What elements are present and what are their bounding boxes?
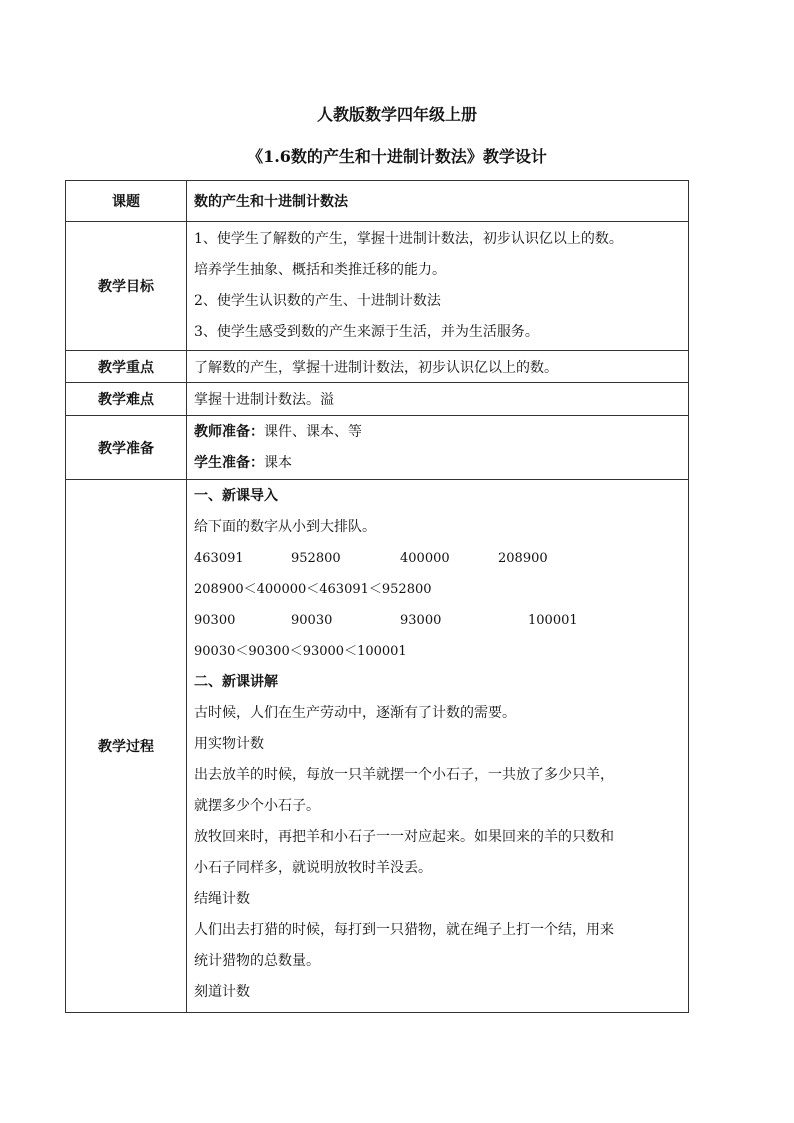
row-process <box>66 480 689 1013</box>
number-item: 952800 <box>291 551 341 566</box>
section-heading: 二、新课讲解 <box>194 674 278 690</box>
process-paragraph: 人们出去打猎的时候，每打到一只猎物，就在绳子上打一个结，用来 <box>194 922 614 938</box>
process-paragraph: 统计猎物的总数量。 <box>194 953 320 969</box>
document-title: 人教版数学四年级上册 <box>316 105 477 124</box>
row-difficulty <box>66 383 689 416</box>
row-goals <box>66 222 689 351</box>
lesson-plan-table <box>65 180 689 1013</box>
number-item: 93000 <box>400 613 442 628</box>
process-label: 教学过程 <box>66 480 187 1013</box>
goals-label: 教学目标 <box>66 222 187 351</box>
goal-line: 2、使学生认识数的产生、十进制计数法 <box>194 293 441 309</box>
topic-label: 课题 <box>66 181 187 222</box>
process-paragraph: 就摆多少个小石子。 <box>194 798 320 814</box>
teacher-prep-label: 教师准备： <box>194 423 264 440</box>
key-label: 教学重点 <box>66 351 187 383</box>
process-paragraph: 古时候，人们在生产劳动中，逐渐有了计数的需要。 <box>194 705 516 721</box>
process-paragraph: 小石子同样多，就说明放牧时羊没丢。 <box>194 860 432 876</box>
ordered-numbers: 208900＜400000＜463091＜952800 <box>194 582 432 597</box>
prep-label: 教学准备 <box>66 416 187 480</box>
process-paragraph: 给下面的数字从小到大排队。 <box>194 519 376 535</box>
goal-line: 培养学生抽象、概括和类推迁移的能力。 <box>194 262 446 278</box>
row-topic <box>66 181 689 222</box>
student-prep-value: 课本 <box>264 454 292 471</box>
process-paragraph: 放牧回来时，再把羊和小石子一一对应起来。如果回来的羊的只数和 <box>194 829 614 845</box>
number-item: 208900 <box>498 551 548 566</box>
goal-line: 1、使学生了解数的产生，掌握十进制计数法，初步认识亿以上的数。 <box>194 231 623 247</box>
prep-content <box>187 416 689 480</box>
row-key-points <box>66 351 689 383</box>
difficulty-label: 教学难点 <box>66 383 187 416</box>
number-item: 463091 <box>194 551 244 566</box>
section-heading: 一、新课导入 <box>194 488 278 504</box>
row-preparation <box>66 416 689 480</box>
process-content <box>187 480 689 1013</box>
teacher-prep-value: 课件、课本、等 <box>264 423 362 440</box>
process-paragraph: 刻道计数 <box>194 984 250 1000</box>
difficulty-value: 掌握十进制计数法。溢 <box>187 383 689 416</box>
process-paragraph: 用实物计数 <box>194 736 264 752</box>
student-prep-label: 学生准备： <box>194 454 264 471</box>
goals-content <box>187 222 689 351</box>
number-list <box>194 605 681 636</box>
process-paragraph: 结绳计数 <box>194 891 250 907</box>
student-prep-line <box>194 448 681 479</box>
document-subtitle: 《1.6数的产生和十进制计数法》教学设计 <box>247 147 547 166</box>
topic-value: 数的产生和十进制计数法 <box>187 181 689 222</box>
key-value: 了解数的产生，掌握十进制计数法，初步认识亿以上的数。 <box>187 351 689 383</box>
process-paragraph: 出去放羊的时候，每放一只羊就摆一个小石子，一共放了多少只羊， <box>194 767 614 783</box>
ordered-numbers: 90030＜90300＜93000＜100001 <box>194 644 407 659</box>
number-item: 90300 <box>194 613 236 628</box>
number-list <box>194 543 681 574</box>
number-item: 90030 <box>291 613 333 628</box>
teacher-prep-line <box>194 417 681 448</box>
number-item: 400000 <box>400 551 450 566</box>
number-item: 100001 <box>528 613 578 628</box>
goal-line: 3、使学生感受到数的产生来源于生活，并为生活服务。 <box>194 324 539 340</box>
